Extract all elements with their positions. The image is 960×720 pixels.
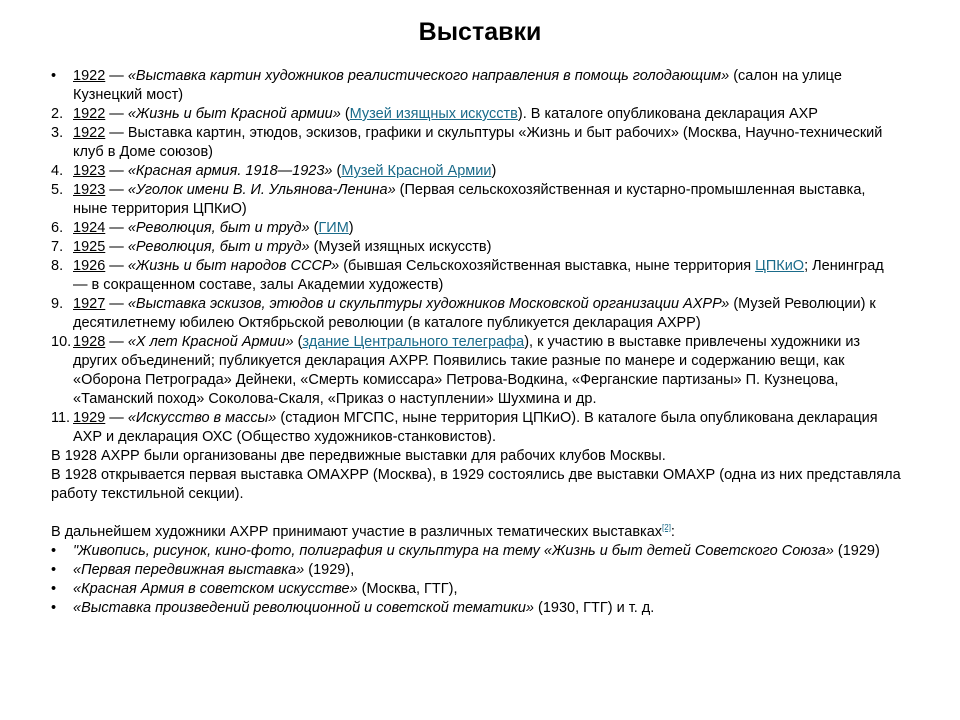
thematic-item	[51, 542, 901, 561]
list-marker: 2.	[51, 106, 64, 122]
year-link[interactable]: 1924	[73, 220, 106, 236]
list-marker: 11.	[51, 410, 71, 426]
paragraph-1: В 1928 АХРР были организованы две передвижные выставки для рабочих клубов Москвы.	[51, 448, 666, 464]
list-marker: 8.	[51, 258, 64, 274]
thematic-name: «Первая передвижная выставка»	[73, 562, 305, 578]
bullet-marker: •	[51, 600, 57, 616]
list-item	[51, 219, 901, 238]
bullet-marker: •	[51, 543, 57, 559]
year-link[interactable]: 1923	[73, 163, 106, 179]
dash: —	[105, 106, 128, 122]
year-link[interactable]: 1926	[73, 258, 106, 274]
list-marker: 9.	[51, 296, 64, 312]
list-item	[51, 333, 901, 409]
exhibition-note: (	[340, 106, 350, 122]
list-item	[51, 162, 901, 181]
thematic-note: (Москва, ГТГ),	[357, 581, 458, 597]
exhibition-name: «Жизнь и быт Красной армии»	[127, 106, 341, 122]
spacer	[51, 504, 901, 523]
venue-link[interactable]: ЦПКиО	[755, 258, 805, 274]
year-link[interactable]: 1922	[73, 106, 106, 122]
list-marker: 3.	[51, 125, 64, 141]
thematic-item	[51, 561, 901, 580]
list-item	[51, 67, 901, 105]
exhibition-note: (салон на улице Кузнецкий мост)	[73, 68, 842, 103]
reference-link[interactable]: [2]	[662, 523, 671, 532]
exhibitions-list	[51, 67, 901, 447]
list-item	[51, 181, 901, 219]
content	[51, 67, 901, 618]
exhibition-note: (стадион МГСПС, ныне территория ЦПКиО). В каталоге была опубликована декларация АХР и декларация ОХС (Общество художников-станковистов).	[73, 410, 878, 445]
exhibition-name: «Революция, быт и труд»	[127, 239, 310, 255]
thematic-item	[51, 580, 901, 599]
dash: —	[105, 125, 128, 141]
year-link[interactable]: 1929	[73, 410, 106, 426]
thematic-note: (1930, ГТГ) и т. д.	[534, 600, 655, 616]
thematic-name: «Красная Армия в советском искусстве»	[73, 581, 358, 597]
year-link[interactable]: 1922	[73, 125, 106, 141]
venue-link[interactable]: здание Центрального телеграфа	[302, 334, 525, 350]
exhibition-note: (бывшая Сельскохозяйственная выставка, ныне территория	[339, 258, 756, 274]
exhibition-note-after: ; Ленинград — в сокращенном составе, залы Академии художеств)	[73, 258, 884, 293]
year-link[interactable]: 1928	[73, 334, 106, 350]
exhibition-note: (	[309, 220, 319, 236]
paragraph-3-text: В дальнейшем художники АХРР принимают участие в различных тематических выставках	[51, 524, 663, 540]
page-title: Выставки	[418, 18, 542, 46]
dash: —	[105, 296, 128, 312]
year-link[interactable]: 1922	[73, 68, 106, 84]
thematic-name: "Живопись, рисунок, кино-фото, полиграфия и скульптура на тему «Жизнь и быт детей Советского Союза»	[73, 543, 834, 559]
list-marker: 4.	[51, 163, 64, 179]
exhibition-name: «Выставка картин художников реалистического направления в помощь голодающим»	[127, 68, 730, 84]
paragraph-2: В 1928 открывается первая выставка ОМАХРР (Москва), в 1929 состоялись две выставки ОМАХР (одна из них представляла работу текстильной секции).	[51, 467, 901, 502]
exhibition-note: (	[293, 334, 303, 350]
thematic-list	[51, 542, 901, 618]
venue-link[interactable]: Музей Красной Армии	[341, 163, 492, 179]
exhibition-note-after: ). В каталоге опубликована декларация АХР	[517, 106, 818, 122]
exhibition-note-after: ), к участию в выставке привлечены художники из других объединений; публикуется декларация АХРР. Появились такие разные по манере и содержанию вещи, как «Оборона Петрограда» Дейнеки, «Смерть комиссара» Петрова-Водкина, «Ферганские партизаны» П. Кузнецова, «Таманский поход» Соколова-Скаля, «Приказ о наступлении» Шухмина и др.	[73, 334, 861, 407]
dash: —	[105, 410, 128, 426]
thematic-item	[51, 599, 901, 618]
exhibition-name: «Уголок имени В. И. Ульянова-Ленина»	[127, 182, 396, 198]
exhibition-note: (Первая сельскохозяйственная и кустарно-промышленная выставка, ныне территория ЦПКиО)	[73, 182, 866, 217]
paragraph-3	[51, 523, 901, 542]
bullet-marker: •	[51, 581, 57, 597]
list-marker: 10.	[51, 334, 72, 350]
list-item	[51, 124, 901, 162]
list-item	[51, 257, 901, 295]
list-marker: 5.	[51, 182, 64, 198]
dash: —	[105, 258, 128, 274]
list-item	[51, 238, 901, 257]
exhibition-name: «Выставка эскизов, этюдов и скульптуры художников Московской организации АХРР»	[127, 296, 730, 312]
exhibition-note-after: )	[491, 163, 497, 179]
list-marker: 6.	[51, 220, 64, 236]
dash: —	[105, 68, 128, 84]
thematic-name: «Выставка произведений революционной и советской тематики»	[73, 600, 534, 616]
dash: —	[105, 334, 128, 350]
thematic-note: (1929),	[304, 562, 355, 578]
list-marker: 7.	[51, 239, 64, 255]
year-link[interactable]: 1927	[73, 296, 106, 312]
bullet-marker: •	[51, 562, 57, 578]
list-item	[51, 295, 901, 333]
year-link[interactable]: 1925	[73, 239, 106, 255]
exhibition-name: «Красная армия. 1918—1923»	[127, 163, 333, 179]
venue-link[interactable]: ГИМ	[318, 220, 349, 236]
dash: —	[105, 182, 128, 198]
exhibition-name: «Х лет Красной Армии»	[127, 334, 294, 350]
dash: —	[105, 239, 128, 255]
thematic-note: (1929)	[833, 543, 880, 559]
exhibition-name: «Жизнь и быт народов СССР»	[127, 258, 340, 274]
list-marker: •	[51, 68, 57, 84]
exhibition-note: Выставка картин, этюдов, эскизов, графики и скульптуры «Жизнь и быт рабочих» (Москва, Научно-технический клуб в Доме союзов)	[73, 125, 883, 160]
dash: —	[105, 163, 128, 179]
exhibition-note: (Музей изящных искусств)	[309, 239, 492, 255]
year-link[interactable]: 1923	[73, 182, 106, 198]
list-item	[51, 105, 901, 124]
dash: —	[105, 220, 128, 236]
venue-link[interactable]: Музей изящных искусств	[349, 106, 518, 122]
exhibition-name: «Искусство в массы»	[127, 410, 277, 426]
paragraph-3-end: :	[670, 524, 675, 540]
exhibition-note: (	[332, 163, 342, 179]
list-item	[51, 409, 901, 447]
exhibition-name: «Революция, быт и труд»	[127, 220, 310, 236]
exhibition-note-after: )	[348, 220, 354, 236]
exhibition-note: (Музей Революции) к десятилетнему юбилею Октябрьской революции (в каталоге публикуется декларация АХРР)	[73, 296, 876, 331]
